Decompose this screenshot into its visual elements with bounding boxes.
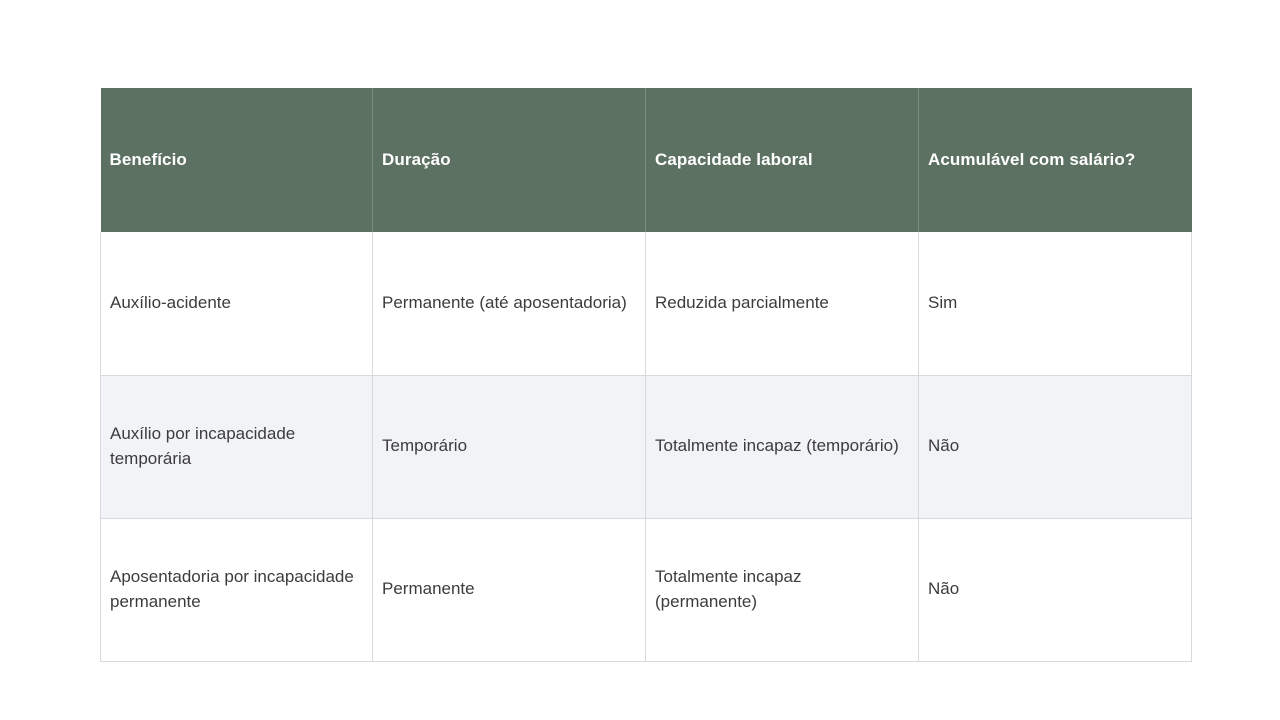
cell-duracao: Permanente (até aposentadoria) <box>373 232 646 375</box>
table-row <box>101 232 1192 375</box>
cell-beneficio: Aposentadoria por incapacidade permanente <box>101 518 373 661</box>
cell-capacidade: Totalmente incapaz (temporário) <box>646 375 919 518</box>
column-header-beneficio: Benefício <box>101 88 373 232</box>
cell-acumulavel: Não <box>919 518 1192 661</box>
table-body <box>101 232 1192 661</box>
column-header-capacidade-laboral: Capacidade laboral <box>646 88 919 232</box>
benefits-comparison-table <box>100 88 1192 662</box>
table-header <box>101 88 1192 232</box>
table-row <box>101 375 1192 518</box>
column-header-duracao: Duração <box>373 88 646 232</box>
cell-acumulavel: Sim <box>919 232 1192 375</box>
column-header-acumulavel-com-salario: Acumulável com salário? <box>919 88 1192 232</box>
cell-duracao: Permanente <box>373 518 646 661</box>
cell-duracao: Temporário <box>373 375 646 518</box>
cell-capacidade: Reduzida parcialmente <box>646 232 919 375</box>
cell-acumulavel: Não <box>919 375 1192 518</box>
table-row <box>101 518 1192 661</box>
cell-capacidade: Totalmente incapaz (permanente) <box>646 518 919 661</box>
cell-beneficio: Auxílio por incapacidade temporária <box>101 375 373 518</box>
table-header-row <box>101 88 1192 232</box>
cell-beneficio: Auxílio-acidente <box>101 232 373 375</box>
benefits-table-container <box>100 88 1191 662</box>
